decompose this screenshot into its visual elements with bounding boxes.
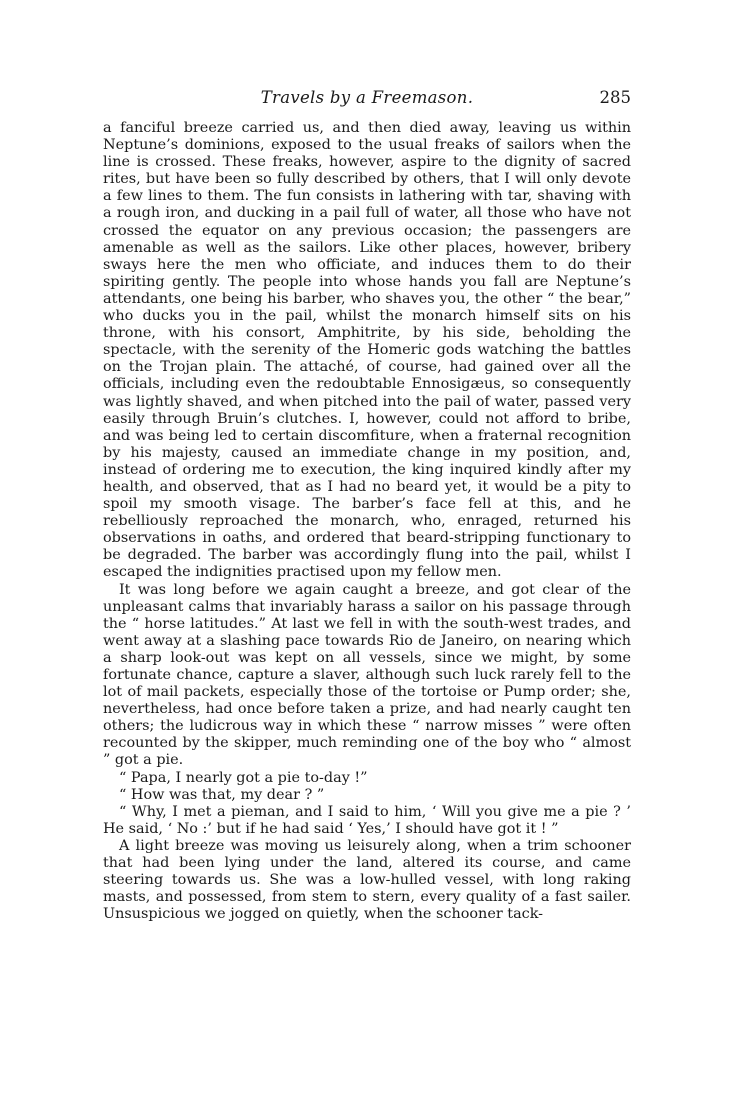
paragraph-schooner: A light breeze was moving us leisurely along, when a trim schooner that had been lying under the land, altered its course, and came steering towards us. She was a low-hulled vessel, with long raking masts, and possessed, from stem to stern, every quality of a fast sailer. Unsuspicious we jogged on quietly, when the schooner tack- bbox=[103, 837, 631, 923]
page-number: 285 bbox=[599, 88, 631, 107]
running-head bbox=[103, 88, 631, 112]
dialogue-line-3: “ Why, I met a pieman, and I said to him, ‘ Will you give me a pie ? ’ He said, ‘ No :’ but if he had said ‘ Yes,’ I should have got it ! ” bbox=[103, 803, 631, 837]
running-title: Travels by a Freemason. bbox=[260, 88, 474, 107]
dialogue-line-1: “ Papa, I nearly got a pie to-day !” bbox=[119, 769, 368, 786]
paragraph-horse-latitudes: It was long before we again caught a breeze, and got clear of the unpleasant calms that invariably harass a sailor on his passage through the “ horse latitudes.” At last we fell in with the south-west trades, and went away at a slashing pace towards Rio de Janeiro, on nearing which a sharp look-out was kept on all vessels, since we might, by some fortunate chance, capture a slaver, although such luck rarely fell to the lot of mail packets, especially those of the tortoise or Pump order; she, nevertheless, had once before taken a prize, and had nearly caught ten others; the ludicrous way in which these “ narrow misses ” were often recounted by the skipper, much reminding one of the boy who “ almost ” got a pie. bbox=[103, 581, 631, 769]
body-text bbox=[103, 120, 631, 923]
paragraph-neptune-ceremony: a fanciful breeze carried us, and then died away, leaving us within Neptune’s dominions, exposed to the usual freaks of sailors when the line is crossed. These freaks, however, aspire to the dignity of sacred rites, but have been so fully described by others, that I will only devote a few lines to them. The fun consists in lathering with tar, shaving with a rough iron, and ducking in a pail full of water, all those who have not crossed the equator on any previous occasion; the passengers are amenable as well as the sailors. Like other places, however, bribery sways here the men who officiate, and induces them to do their spiriting gently. The people into whose hands you fall are Neptune’s attendants, one being his barber, who shaves you, the other “ the bear,” who ducks you in the pail, whilst the monarch himself sits on his throne, with his consort, Amphitrite, by his side, beholding the spectacle, with the serenity of the Homeric gods watching the battles on the Trojan plain. The attaché, of course, had gained over all the officials, including even the redoubtable Ennosigæus, so consequently was lightly shaved, and when pitched into the pail of water, passed very easily through Bruin’s clutches. I, however, could not afford to bribe, and was being led to certain discomfiture, when a fraternal recognition by his majesty, caused an immediate change in my position, and, instead of ordering me to execution, the king inquired kindly after my health, and observed, that as I had no beard yet, it would be a pity to spoil my smooth visage. The barber’s face fell at this, and he rebelliously reproached the monarch, who, enraged, returned his observations in oaths, and ordered that beard-stripping functionary to be degraded. The barber was accordingly flung into the pail, whilst I escaped the indignities practised upon my fellow men. bbox=[103, 120, 631, 581]
dialogue-line-2: “ How was that, my dear ? ” bbox=[119, 786, 325, 803]
